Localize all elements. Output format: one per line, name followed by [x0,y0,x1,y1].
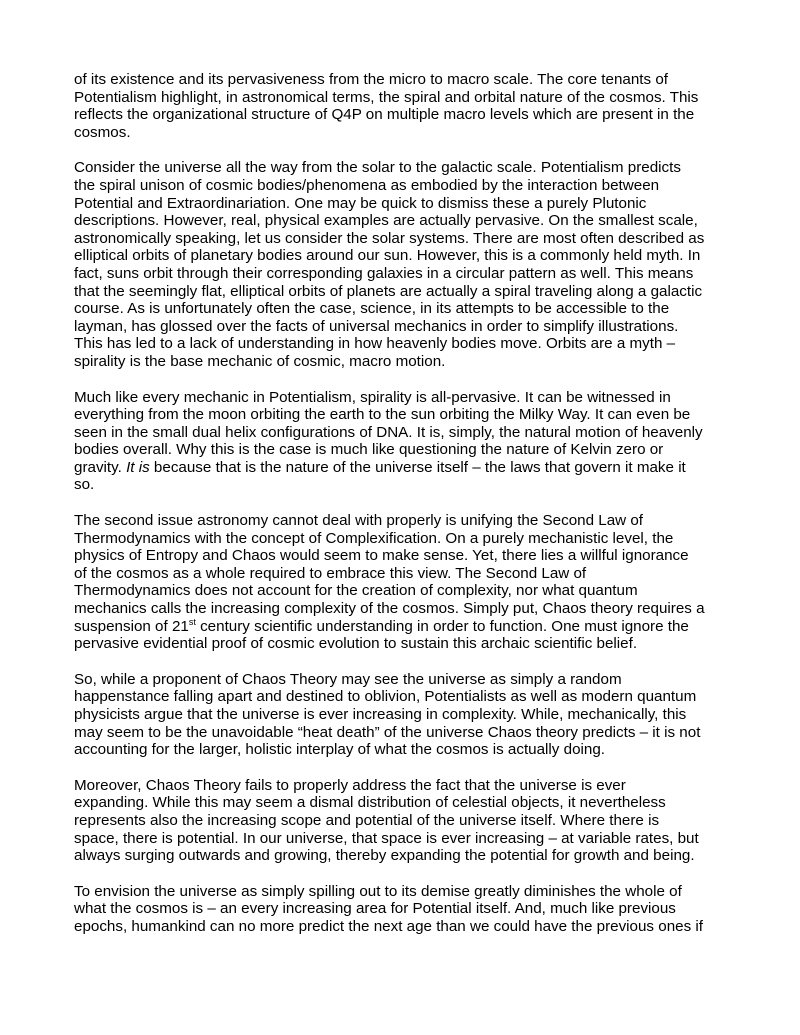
text-line: expanding. While this may seem a dismal distribution of celestial objects, it nevertheless [74,794,666,812]
paragraph-1 [74,71,726,141]
text-line: of its existence and its pervasiveness from the micro to macro scale. The core tenants of [74,71,668,88]
paragraph-2 [74,159,726,370]
text-line: what the cosmos is – an every increasing area for Potential itself. And, much like previous [74,900,676,918]
text-line: Thermodynamics does not account for the creation of complexity, nor what quantum [74,582,638,600]
paragraph-7 [74,883,726,936]
text-line: So, while a proponent of Chaos Theory may see the universe as simply a random [74,670,622,688]
text-fragment: suspension of 21 [74,617,189,635]
text-line: the spiral unison of cosmic bodies/phenomena as embodied by the interaction between [74,176,660,194]
text-line: bodies overall. Why this is the case is much like questioning the nature of Kelvin zero or [74,441,664,459]
text-line: astronomically speaking, let us consider the solar systems. There are most often described as [74,229,705,247]
text-line: cosmos. [74,123,131,141]
paragraph-4 [74,512,726,653]
document-page [74,71,726,954]
text-line: Potential and Extraordinariation. One may be quick to dismiss these a purely Plutonic [74,194,647,212]
text-line: Potentialism highlight, in astronomical terms, the spiral and orbital nature of the cosmos. This [74,88,699,106]
text-line: This has led to a lack of understanding in how heavenly bodies move. Orbits are a myth – [74,335,676,353]
italic-text: It is [126,458,150,476]
text-line: course. As is unfortunately often the case, science, in its attempts to be accessible to the [74,300,670,318]
paragraph-3 [74,389,726,495]
paragraph-6 [74,777,726,865]
text-line: fact, suns orbit through their corresponding galaxies in a circular pattern as well. This means [74,264,694,282]
text-line: spirality is the base mechanic of cosmic, macro motion. [74,352,446,370]
text-line: physicists argue that the universe is ever increasing in complexity. While, mechanically, this [74,706,687,723]
text-line: Moreover, Chaos Theory fails to properly address the fact that the universe is ever [74,776,626,794]
text-line: pervasive evidential proof of cosmic evolution to sustain this archaic scientific belief. [74,635,638,653]
text-fragment: because that is the nature of the universe itself – the laws that govern it make it [149,458,686,476]
text-line: Much like every mechanic in Potentialism, spirality is all-pervasive. It can be witnessed in [74,388,671,406]
text-line: layman, has glossed over the facts of universal mechanics in order to simplify illustrations. [74,317,679,335]
text-line-with-superscript [74,618,726,636]
text-line: space, there is potential. In our universe, that space is ever increasing – at variable rates, but [74,829,699,847]
text-line: may seem to be the unavoidable “heat death” of the universe Chaos theory predicts – it is not [74,723,701,741]
text-line: epochs, humankind can no more predict the next age than we could have the previous ones if [74,917,703,935]
text-line: happenstance falling apart and destined to oblivion, Potentialists as well as modern quantum [74,688,697,706]
text-line: that the seemingly flat, elliptical orbits of planets are actually a spiral traveling along a galactic [74,282,703,300]
text-line: elliptical orbits of planetary bodies around our sun. However, this is a commonly held myth. In [74,247,701,265]
text-line: descriptions. However, real, physical examples are actually pervasive. On the smallest scale, [74,212,698,230]
superscript-text: st [188,616,196,627]
text-line: reflects the organizational structure of Q4P on multiple macro levels which are present in the [74,106,695,124]
text-line: accounting for the larger, holistic interplay of what the cosmos is actually doing. [74,741,605,759]
paragraph-5 [74,671,726,759]
text-line: The second issue astronomy cannot deal with properly is unifying the Second Law of [74,512,644,530]
text-line: so. [74,476,95,494]
text-line: Consider the universe all the way from the solar to the galactic scale. Potentialism predicts [74,159,681,177]
text-line: represents also the increasing scope and potential of the universe itself. Where there is [74,811,660,829]
text-line: seen in the small dual helix configurations of DNA. It is, simply, the natural motion of heavenly [74,423,703,441]
text-line: Thermodynamics with the concept of Complexification. On a purely mechanistic level, the [74,529,674,547]
text-line: To envision the universe as simply spilling out to its demise greatly diminishes the whole of [74,882,682,900]
text-line-with-italic [74,459,726,477]
text-line: everything from the moon orbiting the earth to the sun orbiting the Milky Way. It can even be [74,406,691,424]
text-line: of the cosmos as a whole required to embrace this view. The Second Law of [74,564,587,582]
text-line: mechanics calls the increasing complexity of the cosmos. Simply put, Chaos theory requires a [74,600,705,618]
text-fragment: gravity. [74,458,122,476]
text-line: physics of Entropy and Chaos would seem to make sense. Yet, there lies a willful ignorance [74,547,689,565]
text-fragment: century scientific understanding in order to function. One must ignore the [195,617,689,635]
text-line: always surging outwards and growing, thereby expanding the potential for growth and being. [74,847,695,865]
